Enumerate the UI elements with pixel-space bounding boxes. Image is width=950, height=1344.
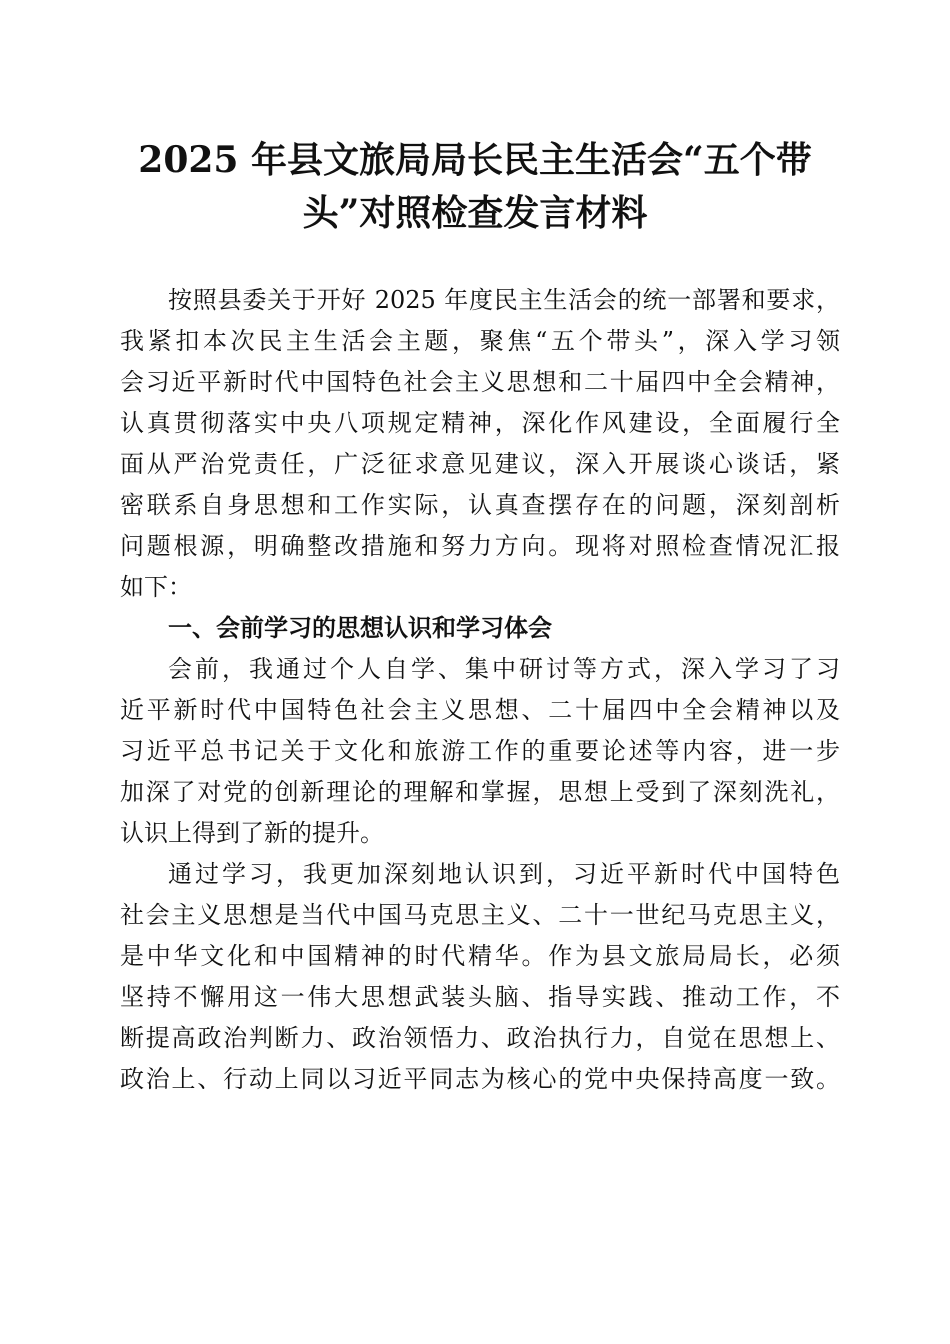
text-line: 如下： <box>120 573 192 601</box>
text-line: 通过学习，我更加深刻地认识到，习近平新时代中国特色 <box>168 860 840 888</box>
text-line: 加深了对党的创新理论的理解和掌握，思想上受到了深刻洗礼， <box>120 778 840 806</box>
text-line: 习近平总书记关于文化和旅游工作的重要论述等内容，进一步 <box>120 737 840 765</box>
text-line: 我紧扣本次民主生活会主题，聚焦“五个带头”，深入学习领 <box>120 327 840 355</box>
text-line: 面从严治党责任，广泛征求意见建议，深入开展谈心谈话，紧 <box>120 450 840 478</box>
text-line: 社会主义思想是当代中国马克思主义、二十一世纪马克思主义， <box>120 901 840 929</box>
title-line: 头”对照检查发言材料 <box>302 192 648 234</box>
text-line: 认真贯彻落实中央八项规定精神，深化作风建设，全面履行全 <box>120 409 840 437</box>
paragraph-understanding <box>120 854 840 1100</box>
text-line: 密联系自身思想和工作实际，认真查摆存在的问题，深刻剖析 <box>120 491 840 519</box>
text-line: 会前，我通过个人自学、集中研讨等方式，深入学习了习 <box>168 655 840 683</box>
paragraph-study <box>120 649 840 854</box>
text-line: 政治上、行动上同以习近平同志为核心的党中央保持高度一致。 <box>120 1065 840 1093</box>
paragraph-intro <box>120 280 840 608</box>
text-line: 问题根源，明确整改措施和努力方向。现将对照检查情况汇报 <box>120 532 840 560</box>
text-line: 断提高政治判断力、政治领悟力、政治执行力，自觉在思想上、 <box>120 1024 840 1052</box>
text-line: 会习近平新时代中国特色社会主义思想和二十届四中全会精神， <box>120 368 840 396</box>
text-line: 是中华文化和中国精神的时代精华。作为县文旅局局长，必须 <box>120 942 840 970</box>
text-line: 近平新时代中国特色社会主义思想、二十届四中全会精神以及 <box>120 696 840 724</box>
text-line: 认识上得到了新的提升。 <box>120 819 384 847</box>
section-heading: 一、会前学习的思想认识和学习体会 <box>168 614 552 642</box>
document-title <box>120 134 830 240</box>
document-body <box>120 280 840 1100</box>
title-line: 2025 年县文旅局局长民主生活会“五个带 <box>138 139 812 181</box>
text-line: 坚持不懈用这一伟大思想武装头脑、指导实践、推动工作，不 <box>120 983 840 1011</box>
text-line: 按照县委关于开好 2025 年度民主生活会的统一部署和要求， <box>168 286 840 314</box>
